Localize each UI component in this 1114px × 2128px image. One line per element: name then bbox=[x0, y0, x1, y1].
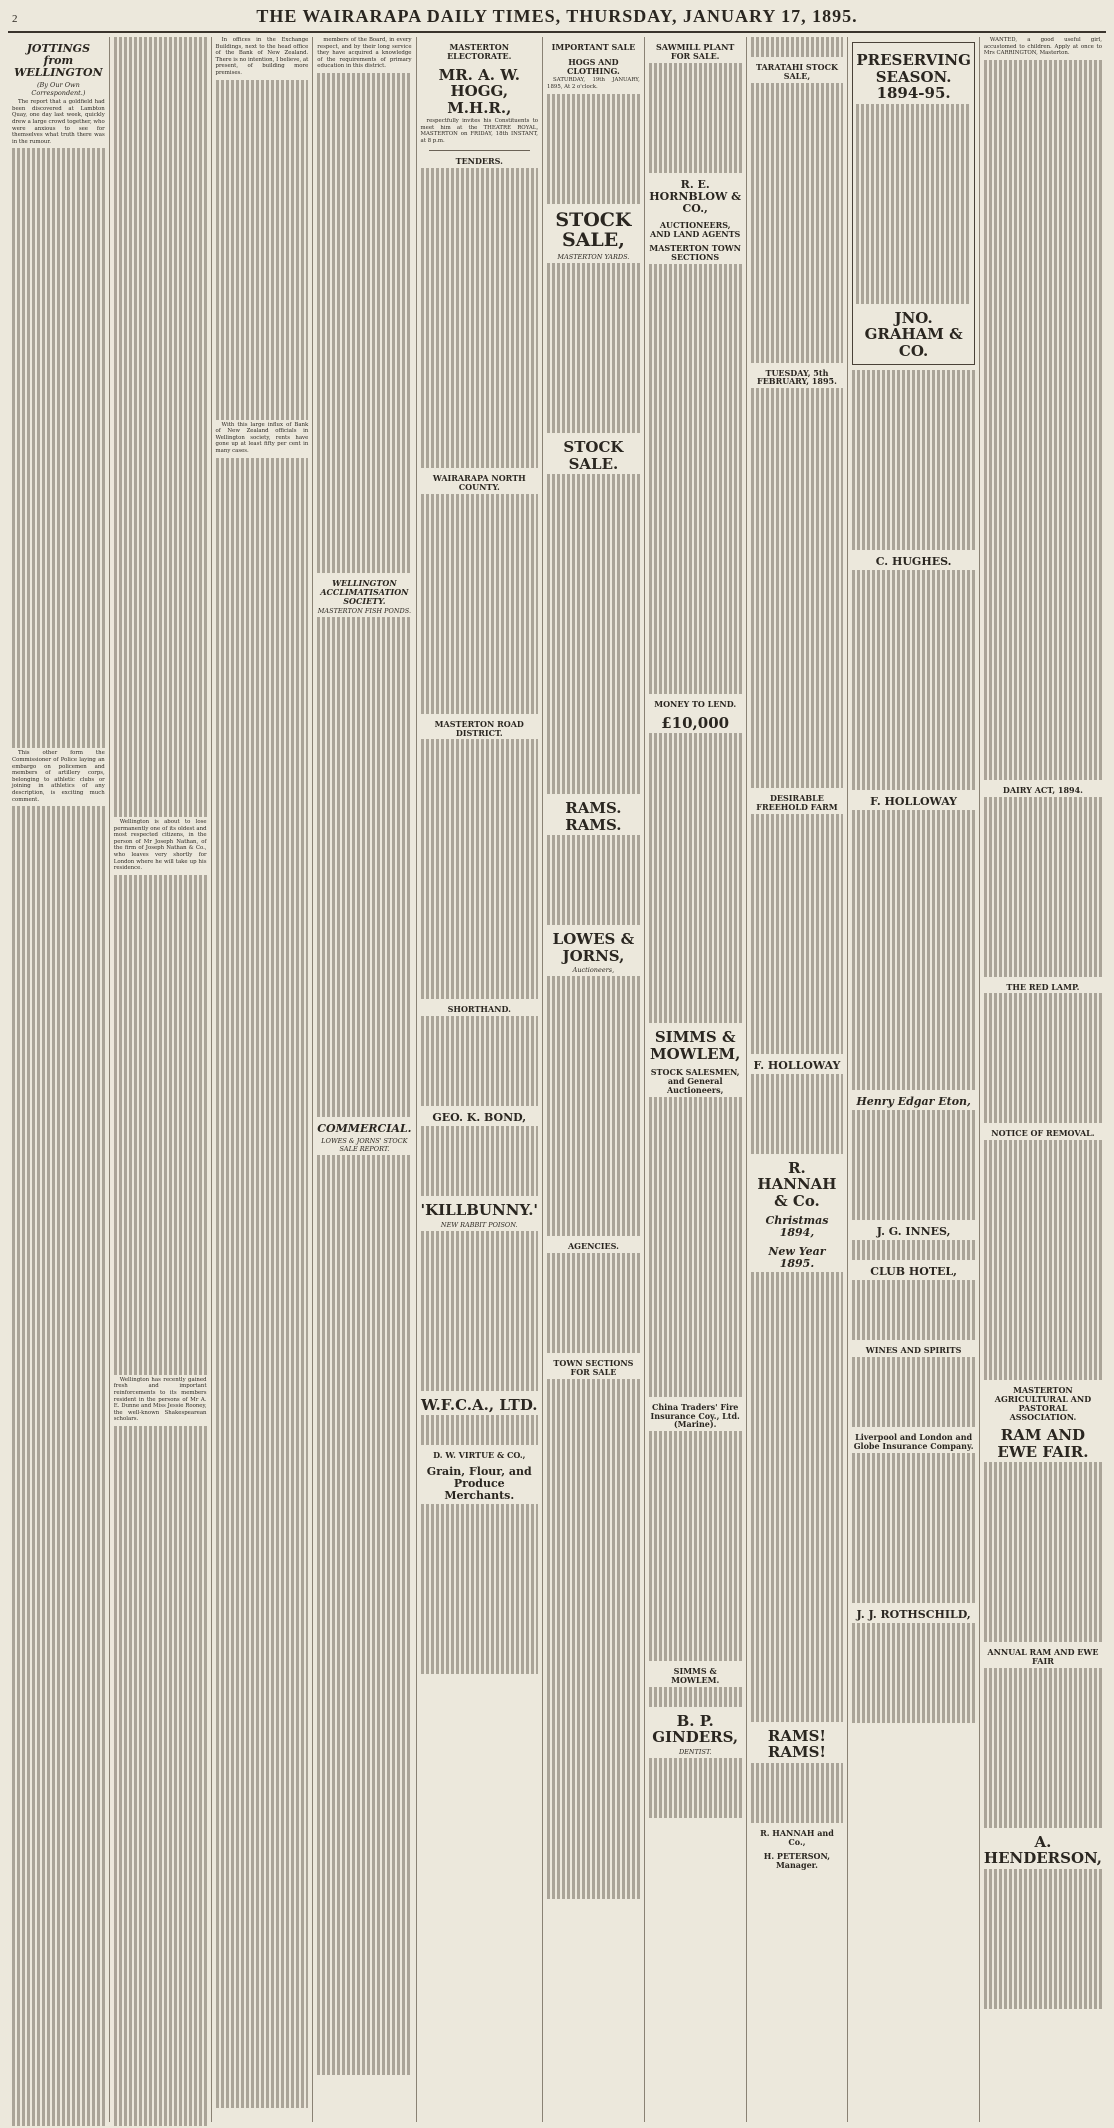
text-lines bbox=[547, 263, 640, 433]
text-lines bbox=[649, 63, 742, 173]
text-lines bbox=[852, 1280, 975, 1340]
text-lines bbox=[421, 494, 539, 714]
sawmill-heading: SAWMILL PLANT FOR SALE. bbox=[656, 42, 735, 61]
text-lines bbox=[852, 1240, 975, 1260]
jottings-byline: (By Our Own Correspondent.) bbox=[31, 81, 86, 98]
wanted-advert: WANTED, a good useful girl, accustomed to children. Apply at once to Mrs CARRINGTON, Masterton. bbox=[983, 37, 1102, 57]
column-9 bbox=[848, 37, 980, 2122]
columns bbox=[8, 37, 1106, 2122]
text-lines bbox=[216, 458, 309, 2108]
bond-heading: GEO. K. BOND, bbox=[432, 1111, 527, 1125]
text-lines bbox=[649, 1097, 742, 1397]
column-7 bbox=[645, 37, 747, 2122]
text-lines bbox=[984, 993, 1102, 1123]
hogs-clothing-heading: HOGS AND CLOTHING. bbox=[566, 56, 620, 76]
holloway-heading: F. HOLLOWAY bbox=[753, 1058, 841, 1072]
preserving-heading: PRESERVING SEASON. 1894-95. bbox=[856, 51, 971, 102]
feb-sale-heading: TUESDAY, 5th FEBRUARY, 1895. bbox=[757, 367, 837, 387]
killbunny-heading: 'KILLBUNNY.' bbox=[420, 1201, 539, 1220]
column-5 bbox=[417, 37, 544, 2122]
page-number: 2 bbox=[12, 13, 18, 25]
text-lines bbox=[421, 739, 539, 999]
column-4 bbox=[313, 37, 416, 2122]
article-paragraph: members of the Board, in every respect, and by their long service they have acquired a knowledge of the requirements of primary education in this district. bbox=[317, 37, 412, 70]
commercial-heading: COMMERCIAL. bbox=[317, 1122, 412, 1136]
rams-heading: RAMS! RAMS! bbox=[767, 1726, 826, 1762]
christmas-heading: Christmas 1894, bbox=[765, 1214, 829, 1240]
graham-heading: JNO. GRAHAM & CO. bbox=[864, 308, 963, 360]
text-lines bbox=[852, 570, 975, 790]
text-lines bbox=[547, 94, 640, 204]
removal-heading: NOTICE OF REMOVAL. bbox=[991, 1128, 1095, 1139]
insurance-heading: Liverpool and London and Globe Insurance Company. bbox=[853, 1432, 974, 1452]
text-lines bbox=[317, 617, 411, 1117]
hogg-heading: MR. A. W. HOGG, M.H.R., bbox=[438, 65, 520, 117]
rothschild-heading: J. J. ROTHSCHILD, bbox=[856, 1607, 971, 1621]
new-year-heading: New Year 1895. bbox=[768, 1244, 826, 1270]
taratahi-heading: TARATAHI STOCK SALE, bbox=[755, 62, 838, 81]
rams-heading: RAMS. RAMS. bbox=[565, 799, 622, 834]
text-lines bbox=[421, 1415, 539, 1445]
agencies-heading: AGENCIES. bbox=[567, 1241, 619, 1252]
hughes-heading: C. HUGHES. bbox=[875, 555, 952, 568]
text-lines bbox=[852, 1623, 975, 1723]
column-1 bbox=[8, 37, 110, 2122]
ginders-heading: B. P. GINDERS, bbox=[652, 1711, 739, 1747]
masthead bbox=[8, 6, 1106, 33]
text-lines bbox=[317, 1155, 411, 2075]
simms-mowlem-footer: SIMMS & MOWLEM. bbox=[671, 1666, 720, 1685]
text-lines bbox=[984, 1140, 1102, 1380]
column-6 bbox=[543, 37, 645, 2122]
text-lines bbox=[751, 1763, 844, 1823]
text-lines bbox=[852, 370, 975, 550]
text-lines bbox=[547, 1379, 640, 1899]
hannah-footer: R. HANNAH and Co., bbox=[760, 1827, 834, 1847]
simms-mowlem-heading: SIMMS & MOWLEM, bbox=[650, 1028, 741, 1063]
text-lines bbox=[751, 814, 844, 1054]
annual-fair-heading: ANNUAL RAM AND EWE FAIR bbox=[987, 1647, 1099, 1667]
agricultural-heading: MASTERTON AGRICULTURAL AND PASTORAL ASSOCIATION. bbox=[994, 1385, 1092, 1422]
text-lines bbox=[114, 1426, 207, 2126]
text-lines bbox=[852, 1357, 975, 1427]
text-lines bbox=[649, 264, 742, 694]
text-lines bbox=[421, 1126, 539, 1196]
stock-sale-heading-2: STOCK SALE. bbox=[563, 438, 624, 473]
auctioneers-subhead: Auctioneers, bbox=[572, 966, 615, 975]
article-paragraph: In offices in the Exchange Buildings, next to the head office of the Bank of New Zealand. There is no intention, I believe, at present, of building more premises. bbox=[215, 37, 309, 76]
text-lines bbox=[751, 1074, 844, 1154]
preserving-advert bbox=[852, 42, 975, 365]
innes-heading: J. G. INNES, bbox=[876, 1225, 951, 1239]
wines-heading: WINES AND SPIRITS bbox=[865, 1345, 962, 1356]
text-lines bbox=[421, 168, 539, 468]
text-lines bbox=[984, 1668, 1102, 1828]
land-agents-heading: AUCTIONEERS, AND LAND AGENTS bbox=[650, 219, 741, 239]
text-lines bbox=[649, 1687, 742, 1707]
text-lines bbox=[421, 1504, 539, 1674]
hannah-heading: R. HANNAH & Co. bbox=[757, 1158, 837, 1210]
text-lines bbox=[751, 37, 844, 57]
text-lines bbox=[852, 1453, 975, 1603]
loan-amount: £10,000 bbox=[661, 713, 730, 732]
advert-text: respectfully invites his Constituents to meet him at the THEATRE ROYAL, MASTERTON on FRIDAY, 18th INSTANT, at 8 p.m. bbox=[420, 118, 539, 144]
peterson-manager: H. PETERSON, Manager. bbox=[763, 1851, 831, 1871]
eton-heading: Henry Edgar Eton, bbox=[856, 1095, 971, 1109]
text-lines bbox=[421, 1231, 539, 1391]
article-paragraph: Wellington is about to lose permanently one of its oldest and most respected citizens, in the person of Mr Joseph Nathan, of the firm of Joseph Nathan & Co., who leaves very shortly for London where he will take up his residence. bbox=[113, 819, 207, 872]
text-lines bbox=[547, 835, 640, 925]
holloway-heading: F. HOLLOWAY bbox=[870, 795, 958, 809]
stock-report-subhead: LOWES & JORNS' STOCK SALE REPORT. bbox=[321, 1137, 408, 1154]
text-lines bbox=[984, 1462, 1102, 1642]
text-lines bbox=[547, 976, 640, 1236]
text-lines bbox=[114, 875, 207, 1375]
henderson-heading: A. HENDERSON, bbox=[983, 1832, 1102, 1868]
acclimatisation-heading: WELLINGTON ACCLIMATISATION SOCIETY. bbox=[320, 577, 409, 606]
electorate-heading: MASTERTON ELECTORATE. bbox=[447, 42, 512, 61]
advert-text: SATURDAY, 19th JANUARY, 1895, At 2 o'clock. bbox=[547, 77, 640, 90]
article-paragraph: The report that a goldfield had been discovered at Lambton Quay, one day last week, quickly drew a large crowd together, who were anxious to see for themselves what truth there was in the rumour. bbox=[12, 99, 105, 145]
text-lines bbox=[984, 1869, 1102, 2009]
text-lines bbox=[984, 60, 1102, 780]
freehold-farm-heading: DESIRABLE FREEHOLD FARM bbox=[756, 793, 838, 812]
text-lines bbox=[12, 148, 105, 748]
text-lines bbox=[317, 73, 411, 573]
rabbit-poison-subhead: NEW RABBIT POISON. bbox=[440, 1220, 518, 1229]
town-sections-heading: TOWN SECTIONS FOR SALE bbox=[553, 1358, 634, 1377]
north-county-heading: WAIRARAPA NORTH COUNTY. bbox=[432, 473, 526, 493]
text-lines bbox=[984, 797, 1102, 977]
article-paragraph: This other form the Commissioner of Police laying an embargo on policemen and members of artillery corps, belonging to athletic clubs or joining in athletics of any description, is exciting much comment. bbox=[12, 750, 105, 803]
text-lines bbox=[649, 1758, 742, 1818]
club-hotel-heading: CLUB HOTEL, bbox=[870, 1265, 957, 1279]
produce-heading: Grain, Flour, and Produce Merchants. bbox=[426, 1465, 532, 1503]
article-paragraph: Wellington has recently gained fresh and important reinforcements to its members resident in the persons of Mr A. E. Dunne and Miss Jessie Rooney, the well-known Shakespearean scholars. bbox=[113, 1376, 207, 1423]
text-lines bbox=[649, 1431, 742, 1661]
text-lines bbox=[421, 1016, 539, 1106]
column-2 bbox=[110, 37, 212, 2122]
text-lines bbox=[751, 1272, 844, 1722]
text-lines bbox=[856, 104, 971, 304]
text-lines bbox=[751, 83, 844, 363]
masterton-yards-subhead: MASTERTON YARDS. bbox=[557, 253, 630, 262]
stock-sale-heading: STOCK SALE, bbox=[555, 208, 632, 252]
text-lines bbox=[216, 80, 309, 420]
column-3 bbox=[212, 37, 314, 2122]
road-district-heading: MASTERTON ROAD DISTRICT. bbox=[434, 718, 524, 738]
text-lines bbox=[649, 733, 742, 1023]
text-lines bbox=[751, 388, 844, 788]
jottings-heading: JOTTINGS from WELLINGTON bbox=[14, 42, 103, 80]
text-lines bbox=[852, 1110, 975, 1220]
tenders-heading: TENDERS. bbox=[455, 156, 503, 167]
shorthand-heading: SHORTHAND. bbox=[447, 1004, 511, 1015]
town-sections-heading: MASTERTON TOWN SECTIONS bbox=[649, 243, 741, 263]
important-sale-heading: IMPORTANT SALE bbox=[551, 42, 636, 52]
china-traders-heading: China Traders' Fire Insurance Coy., Ltd. (Marine). bbox=[650, 1401, 740, 1430]
text-lines bbox=[114, 37, 207, 817]
ram-ewe-fair-heading: RAM AND EWE FAIR. bbox=[997, 1426, 1089, 1461]
red-lamp-heading: THE RED LAMP. bbox=[1006, 981, 1080, 992]
dairy-act-heading: DAIRY ACT, 1894. bbox=[1002, 784, 1083, 795]
text-lines bbox=[547, 1253, 640, 1353]
wfca-heading: W.F.C.A., LTD. bbox=[421, 1395, 538, 1414]
fish-ponds-subhead: MASTERTON FISH PONDS. bbox=[317, 607, 412, 616]
dentist-subhead: DENTIST. bbox=[678, 1747, 712, 1756]
salesmen-subhead: STOCK SALESMEN, and General Auctioneers, bbox=[650, 1067, 740, 1095]
divider bbox=[429, 150, 531, 151]
lowes-jorns-heading: LOWES & JORNS, bbox=[552, 930, 635, 965]
virtue-heading: D. W. VIRTUE & CO., bbox=[433, 1450, 526, 1461]
hornblow-heading: R. E. HORNBLOW & CO., bbox=[649, 177, 742, 215]
text-lines bbox=[547, 474, 640, 794]
column-10 bbox=[980, 37, 1106, 2122]
money-to-lend-heading: MONEY TO LEND. bbox=[654, 699, 737, 710]
newspaper-title: THE WAIRARAPA DAILY TIMES, THURSDAY, JANUARY 17, 1895. bbox=[256, 6, 858, 26]
column-8 bbox=[747, 37, 849, 2122]
text-lines bbox=[852, 810, 975, 1090]
article-paragraph: With this large influx of Bank of New Zealand officials in Wellington society, rents have gone up at least fifty per cent in many cases. bbox=[215, 421, 309, 454]
text-lines bbox=[12, 806, 105, 2126]
